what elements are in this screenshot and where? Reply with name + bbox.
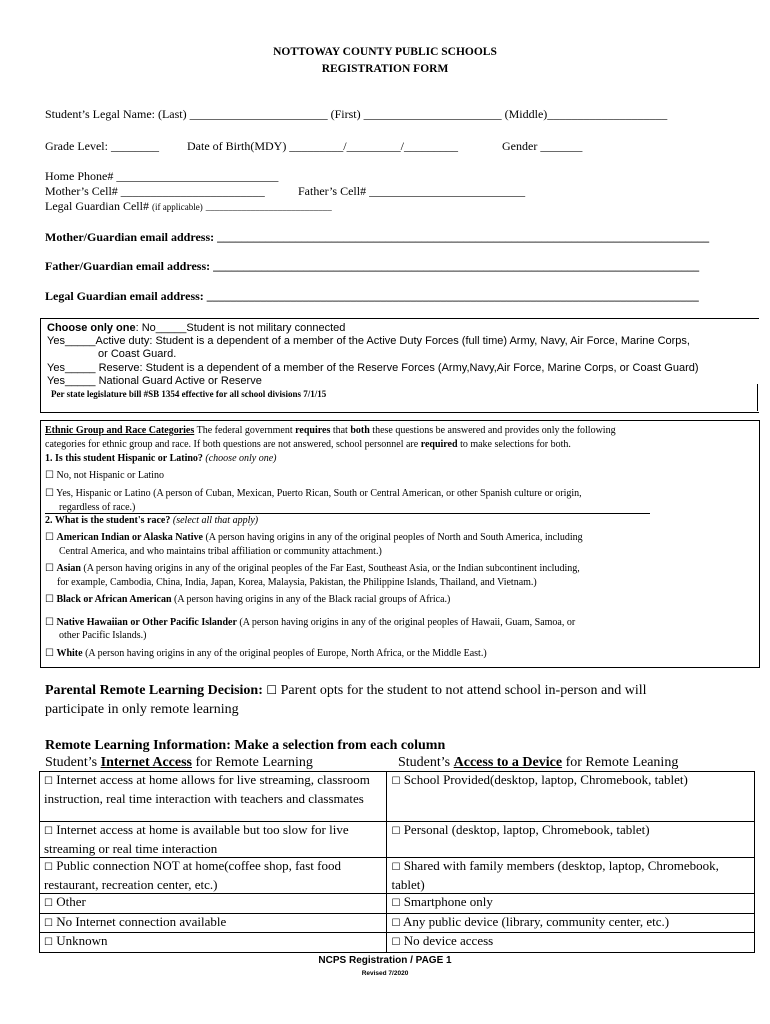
checkbox-icon[interactable]: ☐ [391,826,401,837]
grade-level-field[interactable]: Grade Level: ________ [45,139,159,153]
checkbox-icon[interactable]: ☐ [45,617,54,628]
student-legal-name-field[interactable]: Student’s Legal Name: (Last) _______________________ (First) _______________________ (Middle)____________________ [45,107,668,121]
table-row [40,894,755,914]
father-email-field[interactable]: Father/Guardian email address: _________________________________________________________________________________ [45,259,700,273]
checkbox-icon[interactable]: ☐ [45,648,54,659]
checkbox-icon[interactable]: ☐ [45,488,54,499]
mother-email-field[interactable]: Mother/Guardian email address: __________________________________________________________________________________ [45,230,710,244]
device-option-personal[interactable]: ☐ Personal (desktop, laptop, Chromebook, tablet) [387,822,755,858]
race-asian-option[interactable]: ☐ Asian (A person having origins in any of the original peoples of the Far East, Southeast Asia, or the Indian subcontinent including, [45,563,580,574]
guardian-email-field[interactable]: Legal Guardian email address: __________________________________________________________________________________ [45,289,699,303]
checkbox-icon[interactable]: ☐ [45,470,54,481]
remote-info-heading: Remote Learning Information: Make a selection from each column [45,738,446,753]
ethnic-divider [45,513,650,514]
military-active-option-cont: or Coast Guard. [98,348,177,360]
internet-option-live-streaming[interactable]: ☐ Internet access at home allows for live streaming, classroom instruction, real time interaction with teachers and classmates [40,772,387,822]
guardian-cell-line: ____________________________ [205,202,332,212]
race-asian-cont: for example, Cambodia, China, India, Japan, Korea, Malaysia, Pakistan, the Philippine Islands, Thailand, and Vietnam.) [57,577,537,588]
internet-access-column-header: Student’s Internet Access for Remote Learning [45,755,313,770]
ethnic-heading: Ethnic Group and Race Categories [45,425,195,436]
internet-option-unknown[interactable]: ☐ Unknown [40,933,387,953]
table-row [40,913,755,933]
military-guard-option[interactable]: Yes_____ National Guard Active or Reserve [47,375,262,387]
form-org-title: NOTTOWAY COUNTY PUBLIC SCHOOLS [273,46,497,58]
race-black-option[interactable]: ☐ Black or African American (A person having origins in any of the Black racial groups of Africa.) [45,594,451,605]
hispanic-yes-option-cont: regardless of race.) [59,502,136,513]
military-reserve-option[interactable]: Yes_____ Reserve: Student is a dependent of a member of the Reserve Forces (Army,Navy,Air Force, Marine Corps, or Coast Guard) [47,362,699,374]
table-row [40,858,755,894]
race-white-option[interactable]: ☐ White (A person having origins in any of the original peoples of Europe, North Africa, or the Middle East.) [45,648,487,659]
checkbox-icon[interactable]: ☐ [44,898,53,909]
guardian-cell-field[interactable] [45,199,332,214]
military-bill-note: Per state legislature bill #SB 1354 effective for all school divisions 7/1/15 [51,389,327,399]
race-question: 2. What is the student's race? (select all that apply) [45,515,259,526]
device-access-column-header: Student’s Access to a Device for Remote Leaning [398,755,679,770]
checkbox-icon[interactable]: ☐ [44,862,53,873]
race-american-indian-option[interactable]: ☐ American Indian or Alaska Native (A person having origins in any of the original peoples of North and South America, including [45,532,583,543]
checkbox-icon[interactable]: ☐ [44,826,53,837]
remote-decision-line1[interactable]: Parental Remote Learning Decision: ☐ Parent opts for the student to not attend school in-person and will [45,683,647,698]
race-native-hawaiian-cont: other Pacific Islands.) [59,630,147,641]
checkbox-icon[interactable]: ☐ [391,776,401,787]
guardian-cell-label: Legal Guardian Cell# [45,199,149,213]
military-box-right-edge [757,384,758,411]
device-option-public-device[interactable]: ☐ Any public device (library, community center, etc.) [387,913,755,933]
home-phone-field[interactable]: Home Phone# ___________________________ [45,169,279,183]
checkbox-icon[interactable]: ☐ [391,917,401,929]
ethnic-intro-line2: categories for ethnic group and race. If both questions are not answered, school personnel are required to make selections for both. [45,439,571,450]
remote-decision-line2: participate in only remote learning [45,702,239,717]
date-of-birth-field[interactable]: Date of Birth(MDY) _________/_________/_________ [187,139,458,153]
mother-cell-field[interactable]: Mother’s Cell# ________________________ [45,184,265,198]
internet-option-none[interactable]: ☐ No Internet connection available [40,913,387,933]
checkbox-icon[interactable]: ☐ [45,563,54,574]
table-row [40,822,755,858]
form-title: REGISTRATION FORM [321,63,449,75]
checkbox-icon[interactable]: ☐ [266,683,278,697]
father-cell-field[interactable]: Father’s Cell# __________________________ [298,184,526,198]
checkbox-icon[interactable]: ☐ [44,937,53,948]
remote-decision-label: Parental Remote Learning Decision: [45,683,263,698]
hispanic-question: 1. Is this student Hispanic or Latino? (choose only one) [45,453,277,464]
checkbox-icon[interactable]: ☐ [391,898,401,909]
checkbox-icon[interactable]: ☐ [391,937,401,948]
remote-learning-table [39,771,755,953]
table-row [40,772,755,822]
race-american-indian-cont: Central America, and who maintains tribal affiliation or community attachment.) [59,546,382,557]
military-no-option[interactable]: Choose only one: No_____Student is not military connected [47,322,346,334]
hispanic-yes-option[interactable]: ☐ Yes, Hispanic or Latino (A person of Cuban, Mexican, Puerto Rican, South or Central American, or other Spanish culture or origin, [45,488,582,499]
guardian-cell-note: (if applicable) [151,202,203,212]
checkbox-icon[interactable]: ☐ [45,594,54,605]
hispanic-no-option[interactable]: ☐ No, not Hispanic or Latino [45,470,164,481]
device-option-no-device[interactable]: ☐ No device access [387,933,755,953]
footer-revised-label: Revised 7/2020 [361,970,409,977]
gender-field[interactable]: Gender _______ [502,139,583,153]
table-row [40,933,755,953]
internet-option-other[interactable]: ☐ Other [40,894,387,914]
checkbox-icon[interactable]: ☐ [44,776,53,787]
device-option-smartphone[interactable]: ☐ Smartphone only [387,894,755,914]
device-option-school-provided[interactable]: ☐ School Provided(desktop, laptop, Chromebook, tablet) [387,772,755,822]
military-active-option[interactable]: Yes_____Active duty: Student is a dependent of a member of the Active Duty Forces (full time) Army, Navy, Air Force, Marine Corps, [47,335,690,347]
internet-option-too-slow[interactable]: ☐ Internet access at home is available but too slow for live streaming or real time interaction [40,822,387,858]
internet-option-public-connection[interactable]: ☐ Public connection NOT at home(coffee shop, fast food restaurant, recreation center, etc.) [40,858,387,894]
device-option-shared[interactable]: ☐ Shared with family members (desktop, laptop, Chromebook, tablet) [387,858,755,894]
checkbox-icon[interactable]: ☐ [45,532,54,543]
footer-page-label: NCPS Registration / PAGE 1 [318,955,452,966]
checkbox-icon[interactable]: ☐ [44,917,53,929]
choose-only-one-label: Choose only one [47,322,136,334]
race-native-hawaiian-option[interactable]: ☐ Native Hawaiian or Other Pacific Islander (A person having origins in any of the original peoples of Hawaii, Guam, Samoa, or [45,617,576,628]
checkbox-icon[interactable]: ☐ [391,862,401,873]
ethnic-intro-line1: Ethnic Group and Race Categories The federal government requires that both these questions be answered and provides only the following [45,425,616,436]
